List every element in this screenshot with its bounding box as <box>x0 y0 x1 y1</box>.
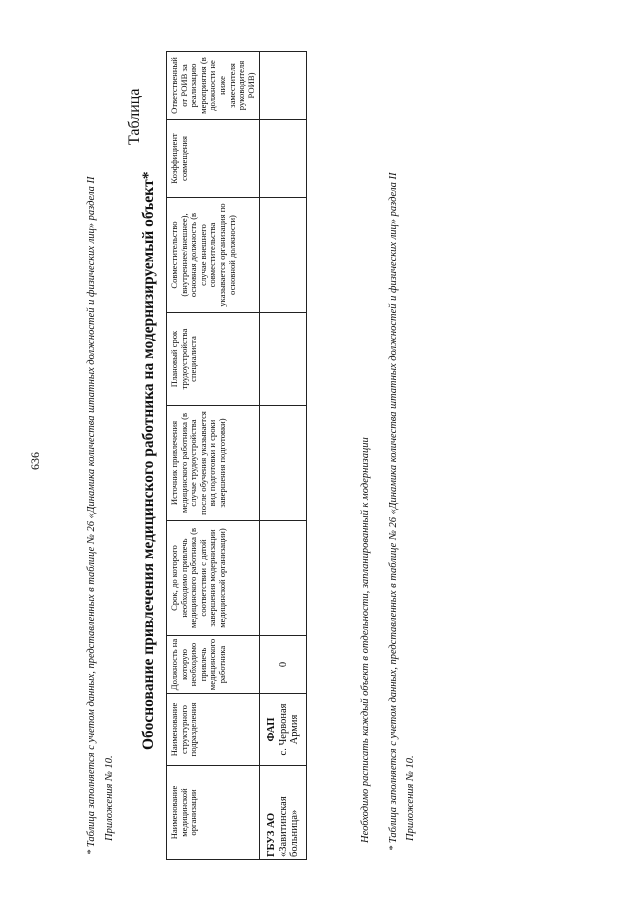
justification-table <box>166 51 307 860</box>
note-bottom: Необходимо расписать каждый объект в отдельности, запланированный к модернизации <box>360 437 371 843</box>
org-cell <box>260 766 307 860</box>
responsible-cell <box>260 52 307 120</box>
planned-date-cell <box>260 313 307 406</box>
footnote-bottom-line-1: * Таблица заполняется с учетом данных, представленных в таблице № 26 «Динамика количества штатных должностей и физических лиц» раздела II <box>388 172 399 851</box>
header-cell: Ответственный от РОИВ за реализацию мероприятия (в должности не ниже заместителя руководителя РОИВ) <box>167 52 260 120</box>
deadline-cell <box>260 521 307 636</box>
header-cell: Совместительство (внутреннее/внешнее), основная должность (в случае внешнего совместительства указывается организация по основной должности) <box>167 198 260 313</box>
table-caption: Таблица <box>126 88 143 145</box>
header-cell: Коэффициент совмещения <box>167 120 260 198</box>
header-cell: Плановый срок трудоустройства специалиста <box>167 313 260 406</box>
unit-type: ФАП <box>266 717 278 742</box>
unit-cell <box>260 694 307 766</box>
page-number: 636 <box>28 452 42 470</box>
org-abbr: ГБУЗ АО <box>266 812 278 857</box>
footnote-bottom-line-2: Приложения № 10. <box>405 755 416 841</box>
footnote-top-line-1: * Таблица заполняется с учетом данных, представленных в таблице № 26 «Динамика количества штатных должностей и физических лиц» раздела II <box>86 176 97 855</box>
header-cell: Должность на которую необходимо привлечь медицинского работника <box>167 636 260 694</box>
source-cell <box>260 406 307 521</box>
table-row <box>260 52 307 860</box>
coefficient-cell <box>260 120 307 198</box>
part-time-cell <box>260 198 307 313</box>
org-name: «Завитинская больница» <box>277 796 301 857</box>
table-header-row <box>167 52 260 860</box>
table-title: Обоснование привлечения медицинского работника на модернизируемый объект* <box>140 171 157 750</box>
position-cell: 0 <box>260 636 307 694</box>
header-cell: Наименование медицинской организации <box>167 766 260 860</box>
footnote-top-line-2: Приложения № 10. <box>104 755 115 841</box>
header-cell: Наименование структурного подразделения <box>167 694 260 766</box>
unit-name: с. Червоная Армия <box>277 703 301 756</box>
header-cell: Срок, до которого необходимо привлечь медицинского работника (в соответствии с датой завершения модернизации медицинской организации) <box>167 521 260 636</box>
header-cell: Источник привлечения медицинского работника (в случае трудоустройства после обучения указывается вид подготовки и сроки завершения подготовки) <box>167 406 260 521</box>
